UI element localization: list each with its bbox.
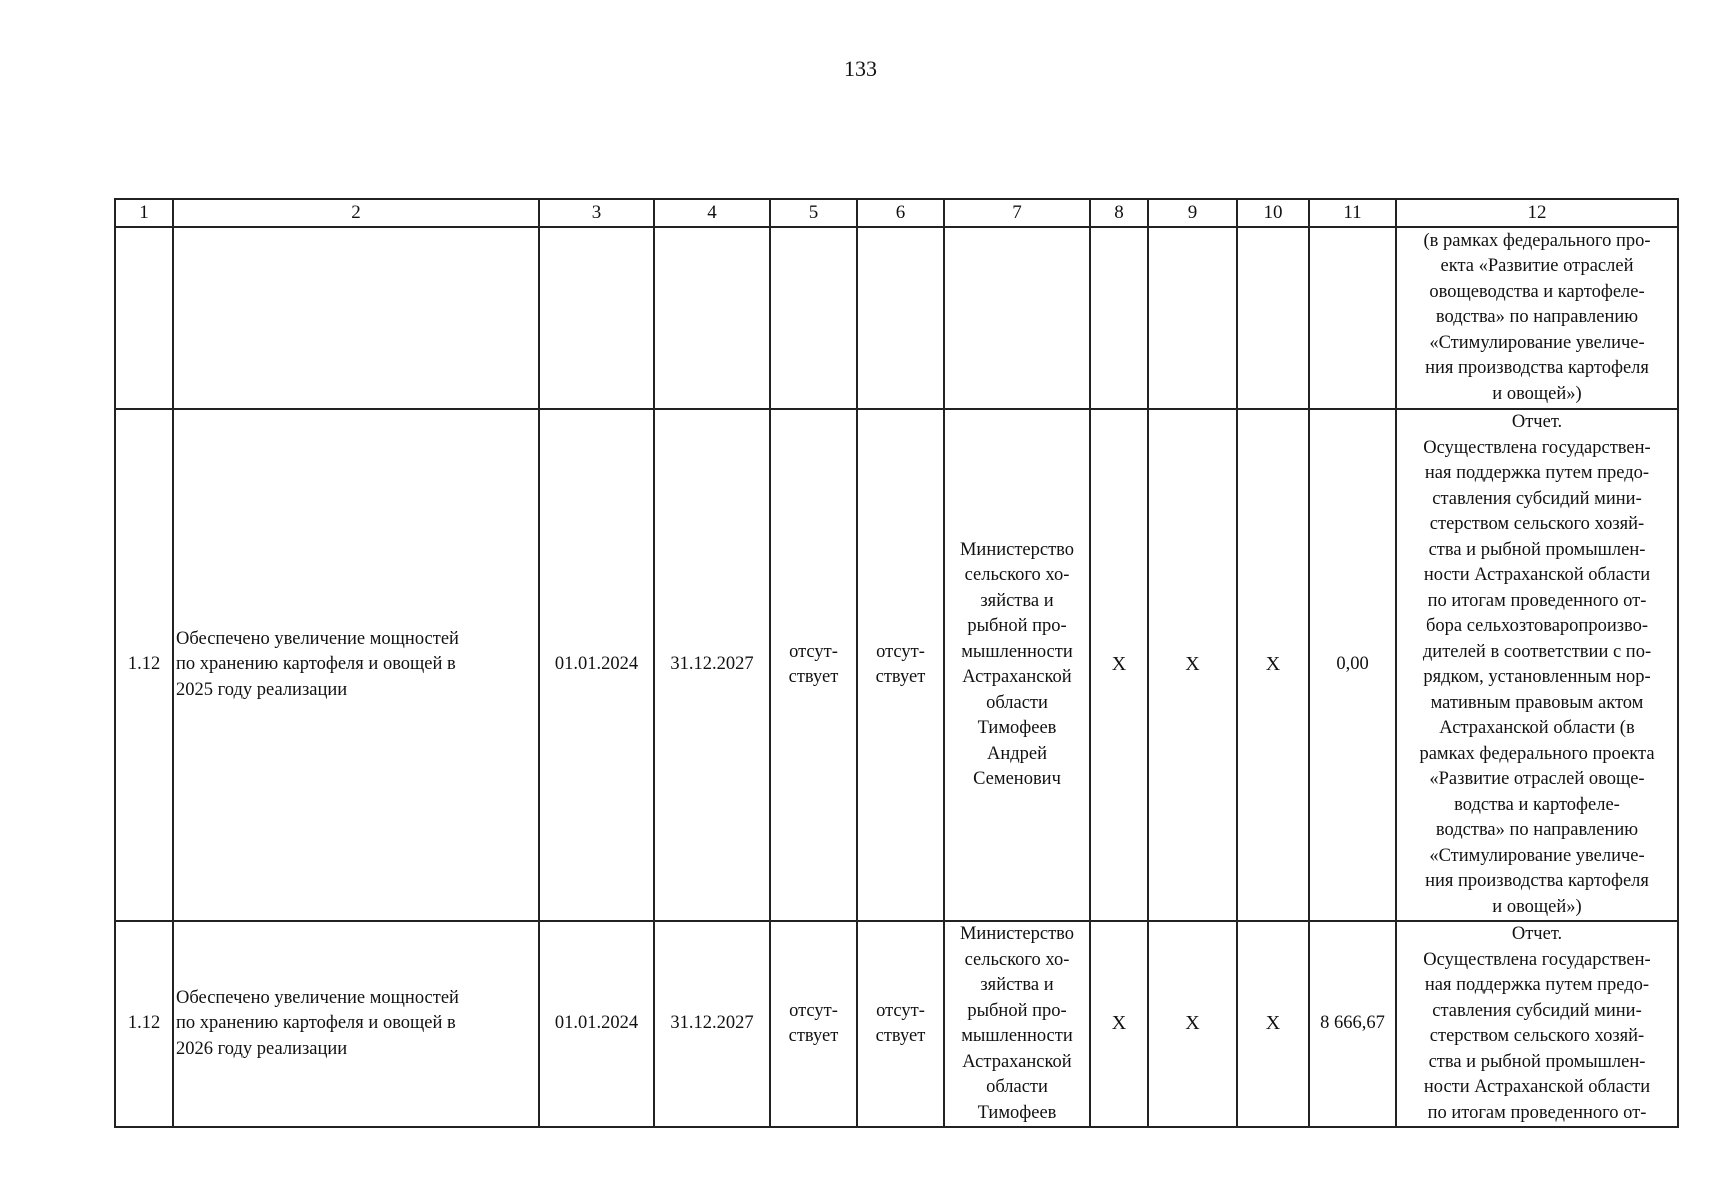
cell-col10: X [1237,409,1309,921]
column-header: 3 [539,199,654,227]
responsible: Министерство сельского хо- зяйства и рыбной про- мышленности Астраханской области Тимофеев [944,921,1090,1127]
cell-col6 [857,227,944,409]
responsible [944,227,1090,409]
end-date: 31.12.2027 [654,409,770,921]
report-text: (в рамках федерального про- екта «Развитие отраслей овощеводства и картофеле- водства» по направлению «Стимулирование увеличе- ния производства картофеля и овощей») [1396,227,1678,409]
report-table [114,198,1679,1128]
row-number [115,227,173,409]
column-header: 8 [1090,199,1148,227]
table-row [115,921,1678,1127]
cell-col10 [1237,227,1309,409]
table-row [115,409,1678,921]
cell-col5: отсут- ствует [770,921,857,1127]
cell-col9: X [1148,409,1237,921]
result-description: Обеспечено увеличение мощностей по хранению картофеля и овощей в 2025 году реализации [173,409,539,921]
end-date: 31.12.2027 [654,921,770,1127]
column-header: 9 [1148,199,1237,227]
column-header: 11 [1309,199,1396,227]
amount: 8 666,67 [1309,921,1396,1127]
amount: 0,00 [1309,409,1396,921]
column-header: 12 [1396,199,1678,227]
cell-col10: X [1237,921,1309,1127]
table-header-row [115,199,1678,227]
column-header: 4 [654,199,770,227]
report-text: Отчет. Осуществлена государствен- ная поддержка путем предо- ставления субсидий мини- стерством сельского хозяй- ства и рыбной промышлен- ности Астраханской области по итогам проведенного от- [1396,921,1678,1127]
end-date [654,227,770,409]
cell-col9 [1148,227,1237,409]
cell-col8 [1090,227,1148,409]
column-header: 2 [173,199,539,227]
cell-col5: отсут- ствует [770,409,857,921]
cell-col5 [770,227,857,409]
table-row [115,227,1678,409]
column-header: 5 [770,199,857,227]
start-date [539,227,654,409]
amount [1309,227,1396,409]
responsible: Министерство сельского хо- зяйства и рыбной про- мышленности Астраханской области Тимофеев Андрей Семенович [944,409,1090,921]
cell-col8: X [1090,921,1148,1127]
report-text: Отчет. Осуществлена государствен- ная поддержка путем предо- ставления субсидий мини- стерством сельского хозяй- ства и рыбной промышлен- ности Астраханской области по итогам проведенного от- бора сельхозтоваропроизво- дителей в соответствии с по- рядком, установленным нор- мативным правовым актом Астраханской области (в рамках федерального проекта «Развитие отраслей овоще- водства и картофеле- водства» по направлению «Стимулирование увеличе- ния производства картофеля и овощей») [1396,409,1678,921]
row-number: 1.12 [115,921,173,1127]
result-description [173,227,539,409]
cell-col9: X [1148,921,1237,1127]
start-date: 01.01.2024 [539,921,654,1127]
cell-col8: X [1090,409,1148,921]
start-date: 01.01.2024 [539,409,654,921]
cell-col6: отсут- ствует [857,409,944,921]
cell-col6: отсут- ствует [857,921,944,1127]
column-header: 7 [944,199,1090,227]
column-header: 1 [115,199,173,227]
row-number: 1.12 [115,409,173,921]
column-header: 10 [1237,199,1309,227]
result-description: Обеспечено увеличение мощностей по хранению картофеля и овощей в 2026 году реализации [173,921,539,1127]
column-header: 6 [857,199,944,227]
page-number: 133 [844,56,877,81]
